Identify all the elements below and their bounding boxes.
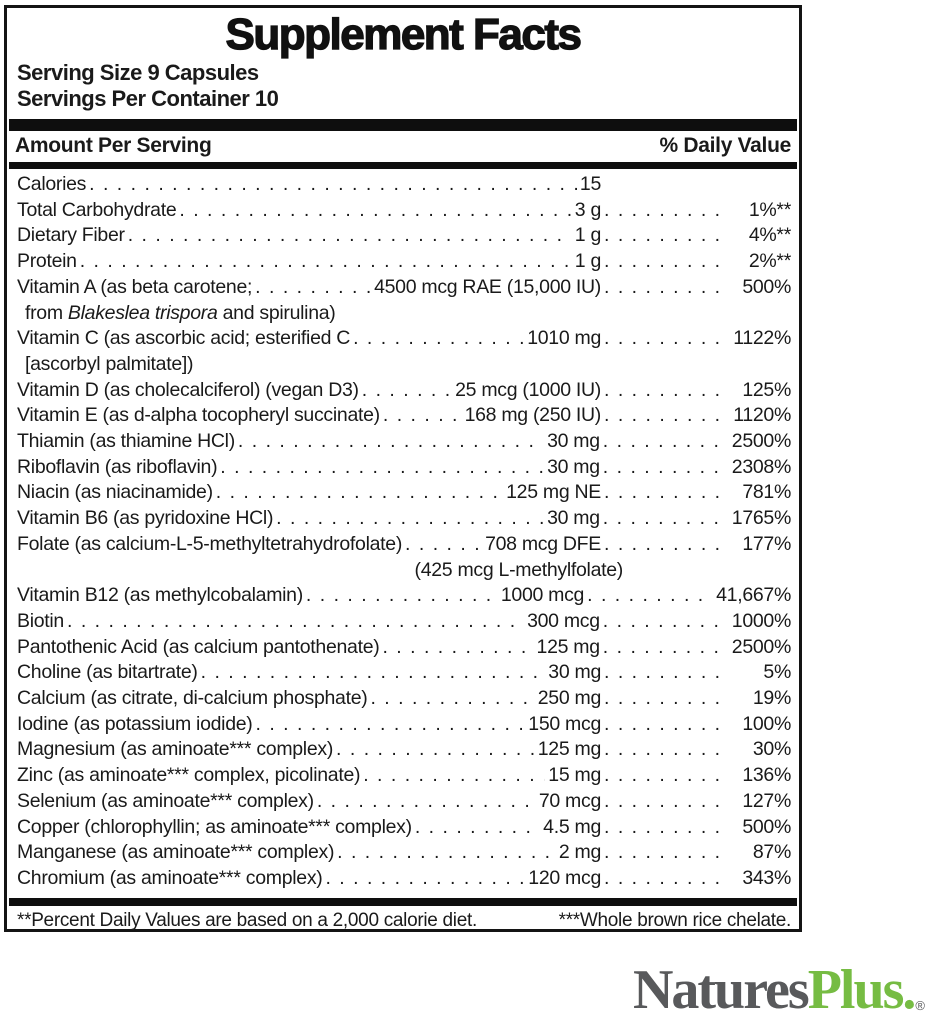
nutrient-row [13, 172, 793, 198]
daily-value: 1765% [731, 507, 791, 530]
dot-leader [604, 686, 730, 712]
nutrient-row [13, 506, 793, 532]
nutrient-amount: 15 [579, 173, 601, 195]
nutrient-amount: 250 mg [537, 687, 601, 710]
dot-leader [604, 815, 730, 841]
nutrient-amount: 125 mg [537, 738, 601, 761]
nutrient-name: Thiamin (as thiamine HCl) [17, 430, 235, 453]
nutrient-name: Folate (as calcium-L-5-methyltetrahydrofolate) [17, 532, 403, 555]
thick-rule-bottom [9, 898, 797, 906]
nutrient-row [13, 866, 793, 892]
daily-value: 100% [742, 712, 791, 735]
dot-leader [317, 789, 536, 815]
dot-leader [603, 506, 729, 532]
nutrient-amount: 4500 mcg RAE (15,000 IU) [374, 275, 601, 298]
nutrient-row [13, 455, 793, 481]
nutrient-row [13, 789, 793, 815]
daily-value: 500% [742, 275, 791, 298]
nutrient-row [13, 635, 793, 661]
daily-value: 2500% [731, 635, 791, 658]
dot-leader [238, 429, 544, 455]
dot-leader [128, 223, 572, 249]
nutrient-amount: 300 mcg [527, 609, 600, 632]
dot-leader [604, 532, 730, 558]
nutrient-name: Vitamin E (as d-alpha tocopheryl succinate) [17, 404, 380, 427]
nutrient-row [13, 480, 793, 506]
dot-leader [306, 583, 498, 609]
dot-leader [604, 712, 730, 738]
nutrient-row [13, 583, 793, 609]
nutrient-amount: 2 mg [558, 841, 601, 864]
serving-size: Serving Size 9 Capsules [17, 60, 259, 85]
dot-leader [325, 866, 525, 892]
thick-rule-top [9, 119, 797, 131]
nutrient-name: Calories [17, 173, 87, 195]
dot-leader [337, 840, 556, 866]
nutrient-name: Dietary Fiber [17, 224, 125, 247]
nutrient-row [13, 737, 793, 763]
nutrient-row [13, 815, 793, 841]
dot-leader [405, 532, 482, 558]
nutrient-name: Vitamin C (as ascorbic acid; esterified C [17, 327, 351, 350]
nutrient-continuation [13, 301, 793, 327]
dot-leader [604, 480, 730, 506]
nutrient-name: Vitamin B12 (as methylcobalamin) [17, 584, 303, 607]
daily-value: 19% [752, 687, 791, 710]
nutrient-name: Biotin [17, 609, 64, 632]
nutrient-name: Manganese (as aminoate*** complex) [17, 841, 335, 864]
daily-value: 30% [752, 738, 791, 761]
dot-leader [604, 403, 730, 429]
nutrient-name: Vitamin B6 (as pyridoxine HCl) [17, 507, 274, 530]
dot-leader [587, 583, 713, 609]
nutrient-amount: 1000 mcg [500, 584, 585, 607]
nutrient-amount: 30 mg [547, 430, 600, 453]
daily-value: 1%** [748, 198, 791, 221]
nutrient-row [13, 686, 793, 712]
nutrient-name: Iodine (as potassium iodide) [17, 712, 253, 735]
servings-per-container: Servings Per Container 10 [17, 86, 279, 111]
dot-leader [370, 686, 534, 712]
nutrient-name: Niacin (as niacinamide) [17, 481, 213, 504]
nutrient-row [13, 429, 793, 455]
nutrient-name: Calcium (as citrate, di-calcium phosphate) [17, 687, 368, 710]
nutrient-amount: 30 mg [547, 455, 600, 478]
dot-leader [604, 840, 730, 866]
daily-value: 127% [742, 789, 791, 812]
nutrient-name: Riboflavin (as riboflavin) [17, 455, 218, 478]
nutrient-amount: 708 mcg DFE [485, 532, 601, 555]
dot-leader [604, 223, 730, 249]
nutrient-rows [13, 172, 793, 892]
dot-leader [201, 660, 546, 686]
dot-leader [89, 172, 577, 198]
nutrient-row [13, 198, 793, 224]
dot-leader [603, 455, 729, 481]
species-name-italic: Blakeslea trispora [67, 301, 218, 324]
daily-value-header: % Daily Value [659, 134, 791, 157]
daily-value: 125% [742, 378, 791, 401]
dot-leader [604, 789, 730, 815]
dot-leader [255, 275, 371, 301]
nutrient-row [13, 378, 793, 404]
continuation-text: (425 mcg L-methylfolate) [414, 558, 623, 581]
dot-leader [179, 198, 571, 224]
daily-value: 177% [742, 532, 791, 555]
dot-leader [604, 275, 730, 301]
dot-leader [604, 378, 730, 404]
brand-name-plus: Plus. [807, 959, 915, 1021]
nutrient-amount: 168 mg (250 IU) [464, 404, 601, 427]
dot-leader [362, 378, 452, 404]
daily-value: 5% [763, 661, 791, 684]
daily-value: 87% [752, 841, 791, 864]
footnote-row [13, 906, 793, 934]
dot-leader [604, 660, 730, 686]
continuation-text: [ascorbyl palmitate]) [25, 352, 194, 375]
nutrient-name: Selenium (as aminoate*** complex) [17, 789, 314, 812]
nutrient-amount: 1010 mg [527, 327, 601, 350]
brand-logo [632, 959, 925, 1032]
dot-leader [603, 429, 729, 455]
nutrient-amount: 120 mcg [528, 866, 601, 889]
nutrient-name: Magnesium (as aminoate*** complex) [17, 738, 334, 761]
dot-leader [604, 249, 730, 275]
nutrient-name: Total Carbohydrate [17, 198, 177, 221]
nutrient-row [13, 223, 793, 249]
daily-value: 500% [742, 815, 791, 838]
nutrient-amount: 30 mg [548, 661, 601, 684]
dot-leader [415, 815, 540, 841]
nutrient-row [13, 326, 793, 352]
dot-leader [80, 249, 572, 275]
dot-leader [604, 737, 730, 763]
dot-leader [604, 866, 730, 892]
dot-leader [255, 712, 525, 738]
daily-value: 2308% [731, 455, 791, 478]
column-header-row [13, 131, 793, 160]
nutrient-name: Pantothenic Acid (as calcium pantothenate) [17, 635, 380, 658]
nutrient-amount: 1 g [574, 224, 601, 247]
nutrient-row [13, 712, 793, 738]
dot-leader [603, 635, 729, 661]
nutrient-amount: 30 mg [547, 507, 600, 530]
nutrient-name: Vitamin D (as cholecalciferol) (vegan D3) [17, 378, 359, 401]
nutrient-amount: 125 mg [536, 635, 600, 658]
dot-leader [363, 763, 545, 789]
continuation-text: and spirulina) [217, 301, 336, 324]
nutrient-name: Copper (chlorophyllin; as aminoate*** complex) [17, 815, 412, 838]
nutrient-name: Zinc (as aminoate*** complex, picolinate) [17, 764, 361, 787]
footnote-chelate: ***Whole brown rice chelate. [558, 909, 791, 931]
daily-value: 2500% [731, 430, 791, 453]
nutrient-row [13, 660, 793, 686]
nutrient-row [13, 275, 793, 301]
nutrient-amount: 15 mg [548, 764, 601, 787]
dot-leader [603, 609, 729, 635]
dot-leader [276, 506, 544, 532]
nutrient-amount: 3 g [574, 198, 601, 221]
nutrient-amount: 25 mcg (1000 IU) [455, 378, 601, 401]
nutrient-name: Choline (as bitartrate) [17, 661, 198, 684]
nutrient-amount: 70 mcg [538, 789, 601, 812]
daily-value: 136% [742, 764, 791, 787]
nutrient-row [13, 403, 793, 429]
dot-leader [220, 455, 544, 481]
dot-leader [67, 609, 524, 635]
registered-trademark-icon: ® [915, 998, 925, 1013]
supplement-facts-panel [4, 5, 802, 932]
daily-value: 4%** [748, 224, 791, 247]
daily-value: 1122% [733, 327, 791, 350]
nutrient-row [13, 532, 793, 558]
dot-leader [604, 198, 730, 224]
daily-value: 343% [742, 866, 791, 889]
nutrient-amount: 4.5 mg [543, 815, 601, 838]
nutrient-row [13, 609, 793, 635]
nutrient-name: Vitamin A (as beta carotene; [17, 275, 253, 298]
nutrient-row [13, 840, 793, 866]
thin-rule-header [9, 162, 797, 169]
nutrient-row [13, 249, 793, 275]
dot-leader [216, 480, 503, 506]
daily-value: 2%** [748, 250, 791, 273]
nutrient-name: Protein [17, 250, 77, 273]
nutrient-name: Chromium (as aminoate*** complex) [17, 866, 323, 889]
daily-value: 1120% [733, 404, 791, 427]
dot-leader [383, 403, 462, 429]
nutrient-continuation [13, 558, 793, 584]
footnote-daily-values: **Percent Daily Values are based on a 2,000 calorie diet. [17, 909, 477, 931]
brand-name-natures: Natures [632, 959, 808, 1021]
nutrient-row [13, 763, 793, 789]
nutrient-amount: 125 mg NE [506, 481, 601, 504]
nutrient-amount: 150 mcg [528, 712, 601, 735]
nutrient-amount: 1 g [574, 250, 601, 273]
daily-value: 1000% [731, 609, 791, 632]
dot-leader [604, 326, 730, 352]
amount-per-serving-header: Amount Per Serving [15, 134, 212, 157]
continuation-text: from [25, 301, 68, 324]
dot-leader [382, 635, 533, 661]
dot-leader [604, 763, 730, 789]
dot-leader [336, 737, 535, 763]
daily-value: 781% [742, 481, 791, 504]
panel-title: Supplement Facts [225, 10, 581, 59]
daily-value: 41,667% [716, 584, 791, 607]
dot-leader [353, 326, 524, 352]
nutrient-continuation [13, 352, 793, 378]
